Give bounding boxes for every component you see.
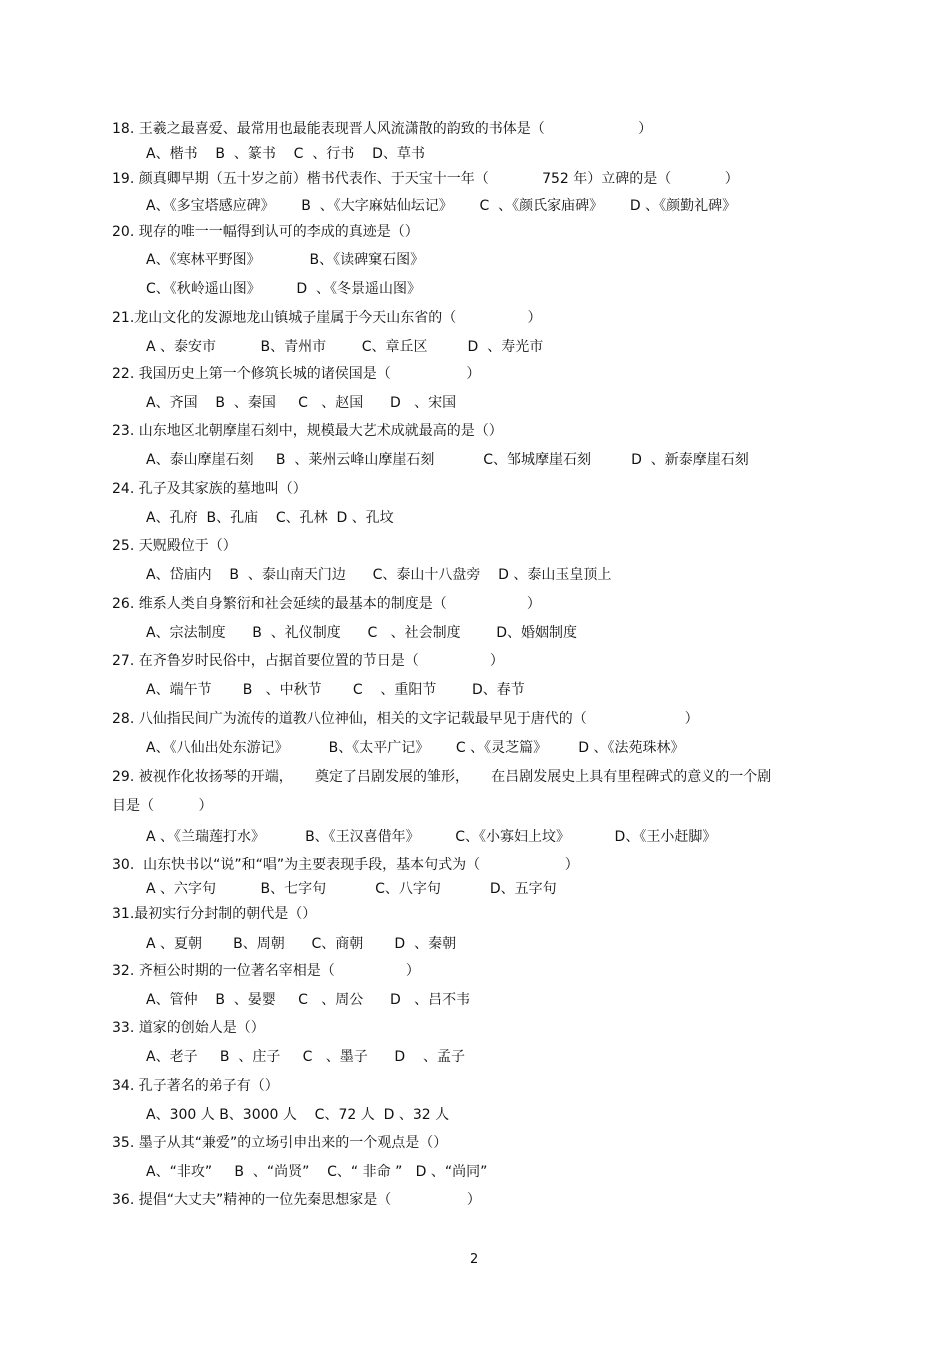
question-34: 34. 孔子著名的弟子有（）: [112, 1078, 279, 1094]
options-23: A、泰山摩崖石刻 B 、莱州云峰山摩崖石刻 C、邹城摩崖石刻 D 、新泰摩崖石刻: [146, 452, 749, 468]
question-21: 21.龙山文化的发源地龙山镇城子崖属于今天山东省的（ ）: [112, 310, 542, 326]
options-25: A、岱庙内 B 、泰山南天门边 C、泰山十八盘旁 D 、泰山玉皇顶上: [146, 567, 612, 583]
question-29-cont: 目是（ ）: [112, 798, 213, 814]
question-22: 22. 我国历史上第一个修筑长城的诸侯国是（ ）: [112, 366, 481, 382]
question-23: 23. 山东地区北朝摩崖石刻中，规模最大艺术成就最高的是（）: [112, 423, 503, 439]
question-31: 31.最初实行分封制的朝代是（）: [112, 906, 317, 922]
options-32: A、管仲 B 、晏婴 C 、周公 D 、吕不韦: [146, 992, 471, 1008]
options-34: A、300 人 B、3000 人 C、72 人 D 、32 人: [146, 1107, 450, 1123]
question-33: 33. 道家的创始人是（）: [112, 1020, 265, 1036]
options-20-row1: A、《寒林平野图》 B、《读碑窠石图》: [146, 252, 425, 268]
options-29: A 、《兰瑞莲打水》 B、《王汉喜借年》 C、《小寡妇上坟》 D、《王小赶脚》: [146, 829, 717, 845]
options-20-row2: C、《秋岭遥山图》 D 、《冬景遥山图》: [146, 281, 422, 297]
options-35: A、“非攻” B 、“尚贤” C、“ 非命 ” D 、“尚同”: [146, 1164, 488, 1180]
options-31: A 、夏朝 B、周朝 C、商朝 D 、秦朝: [146, 936, 457, 952]
options-18: A、楷书 B 、篆书 C 、行书 D、草书: [146, 146, 425, 162]
question-19: 19. 颜真卿早期（五十岁之前）楷书代表作、于天宝十一年（ 752 年）立碑的是（ ）: [112, 171, 739, 187]
question-29: 29. 被视作化妆扬琴的开端， 奠定了吕剧发展的雏形， 在吕剧发展史上具有里程碑式的意义的一个剧: [112, 769, 772, 785]
options-33: A、老子 B 、庄子 C 、墨子 D 、孟子: [146, 1049, 465, 1065]
options-27: A、端午节 B 、中秋节 C 、重阳节 D、春节: [146, 682, 525, 698]
question-35: 35. 墨子从其“兼爱”的立场引申出来的一个观点是（）: [112, 1135, 448, 1151]
options-19: A、《多宝塔感应碑》 B 、《大字麻姑仙坛记》 C 、《颜氏家庙碑》 D 、《颜勤礼碑》: [146, 198, 737, 214]
options-21: A 、泰安市 B、青州市 C、章丘区 D 、寿光市: [146, 339, 544, 355]
question-27: 27. 在齐鲁岁时民俗中，占据首要位置的节日是（ ）: [112, 653, 504, 669]
page-number: 2: [470, 1252, 479, 1267]
question-36: 36. 提倡“大丈夫”精神的一位先秦思想家是（ ）: [112, 1192, 481, 1208]
options-22: A、齐国 B 、秦国 C 、赵国 D 、宋国: [146, 395, 457, 411]
question-18: 18. 王羲之最喜爱、最常用也最能表现晋人风流潇散的韵致的书体是（ ）: [112, 121, 653, 137]
question-28: 28. 八仙指民间广为流传的道教八位神仙，相关的文字记载最早见于唐代的（ ）: [112, 711, 699, 727]
question-26: 26. 维系人类自身繁衍和社会延续的最基本的制度是（ ）: [112, 596, 541, 612]
question-30: 30. 山东快书以“说”和“唱”为主要表现手段，基本句式为（ ）: [112, 857, 579, 873]
question-25: 25. 天贶殿位于（）: [112, 538, 237, 554]
question-20: 20. 现存的唯一一幅得到认可的李成的真迹是（）: [112, 224, 419, 240]
options-26: A、宗法制度 B 、礼仪制度 C 、社会制度 D、婚姻制度: [146, 625, 577, 641]
options-24: A、孔府 B、孔庙 C、孔林 D 、孔坟: [146, 510, 394, 526]
question-32: 32. 齐桓公时期的一位著名宰相是（ ）: [112, 963, 420, 979]
options-30: A 、六字句 B、七字句 C、八字句 D、五字句: [146, 881, 557, 897]
options-28: A、《八仙出处东游记》 B、《太平广记》 C 、《灵芝篇》 D 、《法苑珠林》: [146, 740, 685, 756]
question-24: 24. 孔子及其家族的墓地叫（）: [112, 481, 307, 497]
